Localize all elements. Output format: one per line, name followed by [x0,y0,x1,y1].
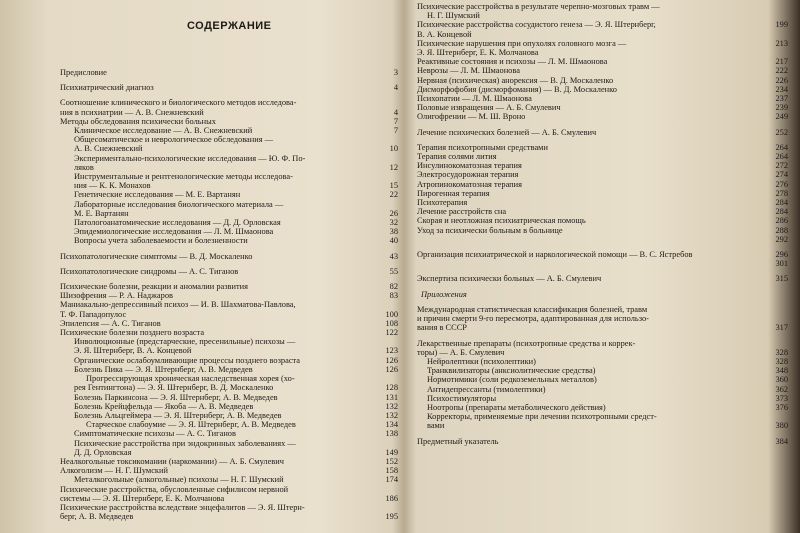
toc-entry-title: Патологоанатомические исследования — Д. Д. Орловская [74,218,281,228]
toc-entry [74,448,400,457]
toc-entry [74,236,400,245]
toc-entry [60,457,400,466]
toc-entry [86,374,400,383]
toc-entry-title: А. В. Снежневский [74,144,143,154]
toc-entry-title: Вопросы учета заболеваемости и болезненности [74,236,248,246]
toc-entry [417,20,790,29]
toc-entry-page: 348 [775,366,788,376]
toc-entry-title: Психические расстройства сосудистого генеза — Э. Я. Штернберг, [417,20,656,30]
toc-entry-title: М. Е. Вартанян [74,208,129,218]
toc-entry [417,437,790,446]
toc-entry [421,290,790,299]
toc-entry-page: 239 [775,103,788,113]
toc-entry [427,375,790,384]
right-page [405,0,790,533]
toc-entry-title: Болезнь Крейцфельда — Якоба — А. В. Медведев [74,401,254,411]
toc-entry [427,412,790,421]
toc-entry [417,323,790,332]
toc-entry-page: 195 [385,512,398,522]
toc-entry-page: 296 [775,250,788,260]
toc-entry [74,181,400,190]
toc-entry [417,66,790,75]
toc-entry-title: Методы обследования психически больных [60,116,216,126]
toc-entry-page: 12 [389,162,398,172]
toc-entry-title: Э. Я. Штернберг, В. А. Концевой [74,346,192,356]
toc-entry-title: вания в СССР [417,323,467,333]
toc-entry-page: 373 [775,393,788,403]
toc-entry [417,152,790,161]
toc-entry-page: 26 [389,208,398,218]
toc-entry [74,135,400,144]
toc-entry-page: 128 [385,383,398,393]
toc-entry-page: 217 [775,57,788,67]
toc-entry [417,180,790,189]
toc-entry-title: Болезнь Альцгеймера — Э. Я. Штернберг, А. В. Медведев [74,410,282,420]
toc-entry-title: Терапия психотропными средствами [417,142,548,152]
toc-entry-page: 123 [385,346,398,356]
toc-entry [60,98,400,107]
toc-entry [417,76,790,85]
toc-entry-page: 384 [775,436,788,446]
toc-entry [60,485,400,494]
toc-entry [427,421,790,430]
toc-entry [74,337,400,346]
toc-entry [417,305,790,314]
toc-entry-title: Эпилепсия — А. С. Тиганов [60,318,161,328]
toc-entry-page: 4 [393,83,398,93]
toc-entry-page: 83 [389,291,398,301]
toc-entry [74,190,400,199]
toc-entry-page: 100 [385,309,398,319]
toc-entry-page: 22 [389,190,398,200]
toc-entry-title: Психические болезни, реакции и аномалии развития [60,282,248,292]
toc-entry-title: Международная статистическая классификация болезней, травм [417,304,648,314]
toc-entry-title: Экспертиза психически больных — А. Б. Смулевич [417,274,602,284]
toc-entry-title: Приложения [421,289,467,299]
toc-entry-page: 284 [775,198,788,208]
toc-entry-page: 328 [775,347,788,357]
toc-entry [74,154,400,163]
toc-entry-page: 132 [385,401,398,411]
toc-entry-title: Скорая и неотложная психиатрическая помощь [417,216,586,226]
toc-entry-title: Транквилизаторы (анксиолитические средства) [427,366,596,376]
toc-entry-title: Нейролептики (психолептики) [427,356,536,366]
toc-entry-page: 152 [385,456,398,466]
toc-entry-title: Предметный указатель [417,436,499,446]
toc-entry [60,319,400,328]
toc-entry-title: Психические расстройства вследствие энцефалитов — Э. Я. Штерн- [60,502,305,512]
toc-entry-title: Неврозы — Л. М. Шмаонова [417,66,520,76]
toc-entry [417,274,790,283]
toc-entry-title: вами [427,421,445,431]
toc-entry-title: Электросудорожная терапия [417,170,519,180]
toc-entry-page: 328 [775,356,788,366]
toc-entry-title: Психические болезни позднего возраста [60,328,205,338]
toc-entry [74,227,400,236]
toc-entry-title: берг, А. В. Медведев [60,512,134,522]
toc-entry [60,108,400,117]
toc-entry-page: 134 [385,420,398,430]
toc-entry-title: Предисловие [60,68,107,77]
toc-entry-title: Психические нарушения при опухолях головного мозга — [417,38,627,48]
toc-entry-page: 226 [775,75,788,85]
toc-entry-page: 264 [775,152,788,162]
toc-entry [74,218,400,227]
toc-entry [417,259,790,268]
toc-entry [60,68,400,77]
toc-entry-title: Т. Ф. Пападопулос [60,309,127,319]
toc-entry [417,57,790,66]
toc-entry-title: Маниакально-депрессивный психоз — И. В. Шахматова-Павлова, [60,300,296,310]
toc-entry-page: 3 [393,68,398,77]
toc-entry-title: Лечение расстройств сна [417,207,507,217]
toc-entry-title: Эпидемиологические исследования — Л. М. Шмаонова [74,227,274,237]
toc-entry-page: 315 [775,274,788,284]
toc-entry-page: 264 [775,142,788,152]
toc-entry-title: Инволюционные (предстарческие, пресенильные) психозы — [74,337,296,347]
toc-entry-title: Клиническое исследование — А. В. Снежневский [74,126,253,136]
toc-entry-page: 126 [385,364,398,374]
toc-entry-page: 286 [775,216,788,226]
toc-entry-title: Корректоры, применяемые при лечении психотропными средст- [427,412,657,422]
toc-entry-title: Уход за психически больным в больнице [417,225,563,235]
toc-entry-title: Инструментальные и рентгенологические методы исследова- [74,172,293,182]
toc-entry [74,172,400,181]
toc-entry-title: Антидепрессанты (тимолептики) [427,384,546,394]
toc-entry-title: Нормотимики (соли редкоземельных металлов) [427,375,597,385]
toc-entry-title: Психиатрический диагноз [60,83,154,93]
toc-entry-page: 252 [775,127,788,137]
toc-entry-title: Лекарственные препараты (психотропные средства и коррек- [417,338,636,348]
toc-entry-title: Инсулинокоматозная терапия [417,161,522,171]
toc-entry [417,250,790,259]
toc-entry-title: системы — Э. Я. Штернберг, Е. К. Молчанова [60,493,225,503]
toc-entry-page: 15 [389,181,398,191]
toc-entry-page: 7 [393,126,398,136]
toc-entry-page: 380 [775,421,788,431]
toc-entry-title: Пирогенная терапия [417,188,490,198]
toc-entry-title: ния в психиатрии — А. В. Снежневский [60,107,204,117]
toc-entry [60,117,400,126]
toc-entry-title: и причин смерти 9-го пересмотра, адаптированная для использо- [417,314,649,324]
toc-entry-page: 7 [393,116,398,126]
toc-entry-page: 186 [385,493,398,503]
toc-entry [60,291,400,300]
toc-entry-title: Психотерапия [417,198,468,208]
toc-entry [60,494,400,503]
toc-entry [60,267,400,276]
toc-entry [74,163,400,172]
toc-entry [74,356,400,365]
toc-entry-title: Психопатологические синдромы — А. С. Тиганов [60,266,239,276]
toc-entry-page: 274 [775,170,788,180]
toc-entry-title: Психопатологические симптомы — В. Д. Москаленко [60,251,253,261]
toc-entry-page: 234 [775,84,788,94]
toc-entry-title: Реактивные состояния и психозы — Л. М. Шмаонова [417,57,608,67]
toc-entry [74,346,400,355]
toc-entry [74,126,400,135]
toc-entry-page: 278 [775,188,788,198]
toc-entry [74,365,400,374]
toc-entry-title: Олигофрении — М. Ш. Вроно [417,112,526,122]
toc-entry [74,209,400,218]
toc-entry [74,383,400,392]
toc-entry-page: 249 [775,112,788,122]
toc-entry-title: Общесоматическое и неврологическое обследования — [74,135,274,145]
toc-entry [74,144,400,153]
toc-entry [60,512,400,521]
toc-entry-page: 276 [775,179,788,189]
toc-entry-title: Шизофрения — Р. А. Наджаров [60,291,173,301]
toc-entry [74,393,400,402]
toc-entry-title: рея Гентингтона) — Э. Я. Штернберг, В. Д. Москаленко [74,383,274,393]
toc-list [405,2,790,446]
toc-entry [60,310,400,319]
toc-entry-title: Генетические исследования — М. Е. Вартанян [74,190,241,200]
toc-entry-title: Ноотропы (препараты метаболического действия) [427,402,606,412]
toc-entry [427,11,790,20]
toc-entry [60,252,400,261]
toc-entry-page: 55 [389,266,398,276]
toc-entry-page: 82 [389,282,398,292]
toc-entry-title: Соотношение клинического и биологического методов исследова- [60,98,297,108]
toc-entry [417,161,790,170]
toc-entry [417,348,790,357]
toc-entry [86,420,400,429]
toc-entry [60,300,400,309]
toc-entry [427,403,790,412]
toc-entry-title: Болезнь Паркинсона — Э. Я. Штернберг, А. В. Медведев [74,392,278,402]
toc-entry [417,189,790,198]
toc-entry [60,328,400,337]
toc-entry-page: 288 [775,225,788,235]
toc-entry [417,48,790,57]
toc-entry-title: Органические ослабоумливающие процессы позднего возраста [74,355,301,365]
toc-entry-page: 272 [775,161,788,171]
toc-entry [427,385,790,394]
toc-entry-page: 360 [775,375,788,385]
toc-entry [60,466,400,475]
toc-entry [60,282,400,291]
toc-entry [74,411,400,420]
toc-entry-page: 122 [385,328,398,338]
toc-entry-title: Половые извращения — А. Б. Смулевич [417,103,561,113]
toc-entry-title: Атропинокоматозная терапия [417,179,522,189]
toc-list [12,62,400,521]
toc-entry-page: 174 [385,475,398,485]
toc-entry-page: 43 [389,251,398,261]
toc-entry [417,112,790,121]
toc-entry [417,216,790,225]
toc-entry-page: 132 [385,410,398,420]
toc-entry [74,402,400,411]
toc-entry-page: 284 [775,207,788,217]
toc-entry-page: 32 [389,218,398,228]
toc-entry [427,394,790,403]
toc-entry-title: Металкогольные (алкогольные) психозы — Н. Г. Шумский [74,475,284,485]
toc-entry-title: Болезнь Пика — Э. Я. Штернберг, А. В. Медведев [74,364,253,374]
toc-entry-title: ния — К. К. Монахов [74,181,151,191]
toc-entry [60,503,400,512]
toc-entry [417,128,790,137]
toc-entry-title: Экспериментально-психологические исследования — Ю. Ф. По- [74,153,306,163]
toc-entry-page: 138 [385,429,398,439]
toc-entry-title: Психические расстройства при эндокринных заболеваниях — [74,438,296,448]
toc-entry [417,207,790,216]
toc-entry-title: Симптоматические психозы — А. С. Тиганов [74,429,236,439]
toc-entry-page: 40 [389,236,398,246]
toc-entry [427,366,790,375]
left-page [12,0,400,533]
toc-entry-title: Лабораторные исследования биологического материала — [74,199,284,209]
toc-entry-title: Н. Г. Шумский [427,11,480,21]
toc-entry-page: 301 [775,259,788,269]
toc-entry [417,39,790,48]
toc-entry [417,198,790,207]
toc-entry-title: Терапия солями лития [417,152,497,162]
toc-entry-page: 222 [775,66,788,76]
toc-entry-title: торы) — А. Б. Смулевич [417,347,505,357]
toc-entry-title: ляков [74,162,94,172]
toc-entry [74,200,400,209]
toc-entry-page: 199 [775,20,788,30]
toc-entry-page: 362 [775,384,788,394]
toc-entry-title: Дисморфофобия (дисморфомания) — В. Д. Москаленко [417,84,617,94]
toc-entry-title: Э. Я. Штернберг, Е. К. Молчанова [417,48,539,58]
toc-entry [74,439,400,448]
toc-entry-title: В. А. Концевой [417,29,472,39]
toc-entry-page: 126 [385,355,398,365]
toc-entry-title: Нервная (психическая) анорексия — В. Д. Москаленко [417,75,614,85]
toc-entry [427,357,790,366]
toc-entry [417,85,790,94]
toc-entry-page: 292 [775,234,788,244]
toc-entry-title: Психопатии — Л. М. Шмаонова [417,94,532,104]
toc-entry-page: 376 [775,402,788,412]
toc-entry [74,429,400,438]
toc-entry [417,226,790,235]
toc-entry [417,30,790,39]
toc-entry-page: 149 [385,447,398,457]
toc-entry-title: Старческое слабоумие — Э. Я. Штернберг, А. В. Медведев [86,420,296,430]
toc-entry-page: 158 [385,466,398,476]
toc-entry [417,314,790,323]
toc-entry-title: Д. Д. Орловская [74,447,132,457]
toc-entry-page: 38 [389,227,398,237]
toc-entry-title: Лечение психических болезней — А. Б. Смулевич [417,127,597,137]
toc-entry-title: Организация психиатрической и наркологической помощи — В. С. Ястребов [417,250,693,260]
toc-entry [417,2,790,11]
page-title: СОДЕРЖАНИЕ [187,20,272,32]
toc-entry [417,235,790,244]
toc-entry-page: 4 [393,107,398,117]
toc-entry-title: Неалкогольные токсикомании (наркомании) — А. Б. Смулевич [60,456,284,466]
toc-entry-page: 131 [385,392,398,402]
toc-entry-page: 317 [775,323,788,333]
toc-entry-title: Психические расстройства, обусловленные сифилисом нервной [60,484,289,494]
toc-entry-page: 10 [389,144,398,154]
toc-entry-page: 213 [775,38,788,48]
toc-entry-title: Психостимуляторы [427,393,497,403]
toc-entry-page: 237 [775,94,788,104]
toc-entry-title: Психические расстройства в результате черепно-мозговых травм — [417,2,660,11]
toc-entry [417,94,790,103]
toc-entry-page: 108 [385,318,398,328]
toc-entry-title: Прогрессирующая хроническая наследственная хорея (хо- [86,374,295,384]
toc-entry-title: Алкоголизм — Н. Г. Шумский [60,466,168,476]
toc-entry [60,83,400,92]
toc-entry [417,170,790,179]
toc-entry [417,103,790,112]
toc-entry [417,339,790,348]
toc-entry [417,143,790,152]
toc-entry [74,475,400,484]
